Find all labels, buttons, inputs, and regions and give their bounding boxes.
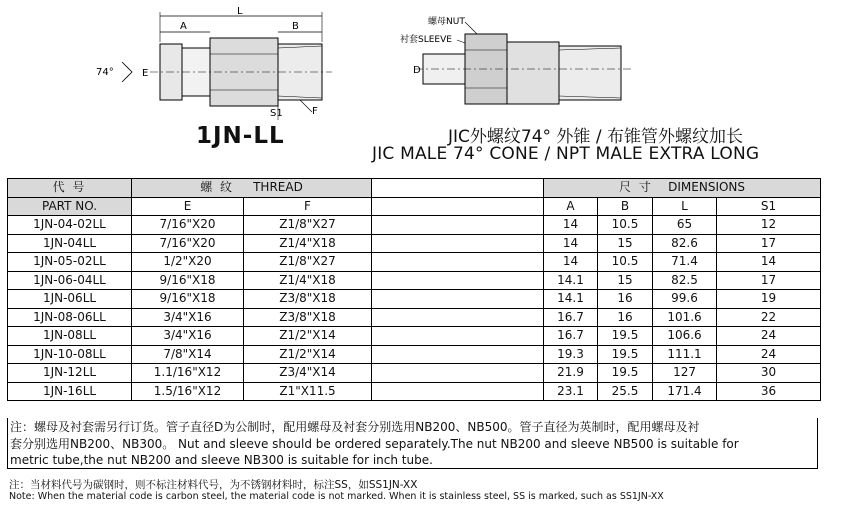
table-header-row-2 [8,197,821,216]
cell-part-no: 1JN-06-04LL [8,271,132,290]
cell-b: 15 [598,271,653,290]
dim-f-label: F [312,106,318,117]
dim-e-label: E [142,68,149,79]
dim-l-label: L [237,6,243,17]
dim-a-label: A [180,21,187,32]
cell-blank [372,364,544,383]
cell-e: 3/4"X16 [132,308,244,327]
cell-f: Z3/8"X18 [244,290,372,309]
cell-s1: 30 [717,364,821,383]
cell-blank [372,290,544,309]
cell-s1: 12 [717,216,821,235]
cell-s1: 24 [717,345,821,364]
cell-blank [372,234,544,253]
fitting-drawing-right [395,6,660,116]
table-row [8,216,821,235]
cell-e: 1.1/16"X12 [132,364,244,383]
cell-s1: 14 [717,253,821,272]
table-row [8,234,821,253]
cell-e: 3/4"X16 [132,327,244,346]
cell-l: 82.5 [653,271,717,290]
header-b: B [598,197,653,216]
cell-blank [372,327,544,346]
angle-label: 74° [96,67,114,78]
header-part-cn: 代 号 [8,179,132,198]
cell-a: 16.7 [544,327,598,346]
cell-b: 15 [598,234,653,253]
cell-e: 7/16"X20 [132,234,244,253]
cell-b: 16 [598,308,653,327]
cell-b: 19.5 [598,327,653,346]
cell-s1: 17 [717,271,821,290]
cell-a: 14 [544,234,598,253]
spec-table [7,178,821,401]
table-row [8,345,821,364]
cell-part-no: 1JN-06LL [8,290,132,309]
table-header-row-1 [8,179,821,198]
cell-l: 106.6 [653,327,717,346]
cell-part-no: 1JN-04LL [8,234,132,253]
title-english: JIC MALE 74° CONE / NPT MALE EXTRA LONG [372,144,760,164]
cell-blank [372,216,544,235]
title-chinese: JIC外螺纹74° 外锥 / 布锥管外螺纹加长 [448,127,743,147]
cell-e: 9/16"X18 [132,271,244,290]
cell-blank [372,345,544,364]
cell-part-no: 1JN-10-08LL [8,345,132,364]
header-thread: 螺 纹 THREAD [132,179,372,198]
cell-l: 82.6 [653,234,717,253]
cell-f: Z1/8"X27 [244,253,372,272]
cell-f: Z1/2"X14 [244,327,372,346]
cell-f: Z1"X11.5 [244,382,372,401]
cell-a: 19.3 [544,345,598,364]
cell-a: 21.9 [544,364,598,383]
cell-e: 9/16"X18 [132,290,244,309]
sleeve-label: 衬套SLEEVE [400,35,452,45]
cell-f: Z1/4"X18 [244,234,372,253]
header-part-en: PART NO. [8,197,132,216]
cell-f: Z1/4"X18 [244,271,372,290]
dim-b-label: B [292,21,299,32]
order-note-box [7,418,818,469]
table-row [8,253,821,272]
cell-l: 99.6 [653,290,717,309]
cell-f: Z1/2"X14 [244,345,372,364]
cell-part-no: 1JN-05-02LL [8,253,132,272]
material-note-cn: 注：当材料代号为碳钢时，则不标注材料代号，为不锈钢材料时，标注SS，如SS1JN-XX [9,479,418,491]
cell-part-no: 1JN-12LL [8,364,132,383]
table-row [8,327,821,346]
cell-a: 14.1 [544,290,598,309]
header-f: F [244,197,372,216]
header-a: A [544,197,598,216]
order-note-line-2: 套分别选用NB200、NB300。 Nut and sleeve should be ordered separately.The nut NB200 and sleeve NB500 is suitable for [10,436,739,451]
cell-f: Z1/8"X27 [244,216,372,235]
header-blank-2 [372,197,544,216]
cell-l: 71.4 [653,253,717,272]
cell-b: 19.5 [598,364,653,383]
cell-s1: 22 [717,308,821,327]
cell-f: Z3/8"X18 [244,308,372,327]
dim-d-label: D [413,65,421,76]
cell-part-no: 1JN-08LL [8,327,132,346]
cell-e: 1.5/16"X12 [132,382,244,401]
cell-blank [372,271,544,290]
header-dimensions: 尺 寸 DIMENSIONS [544,179,821,198]
cell-blank [372,308,544,327]
cell-l: 127 [653,364,717,383]
cell-e: 1/2"X20 [132,253,244,272]
header-blank [372,179,544,198]
cell-a: 14 [544,253,598,272]
order-note-line-3: metric tube,the nut NB200 and sleeve NB300 is suitable for inch tube. [10,453,433,467]
table-row [8,271,821,290]
cell-l: 111.1 [653,345,717,364]
cell-a: 16.7 [544,308,598,327]
header-l: L [653,197,717,216]
cell-b: 10.5 [598,216,653,235]
cell-blank [372,382,544,401]
cell-b: 25.5 [598,382,653,401]
nut-label: 螺母NUT [428,17,465,27]
cell-l: 171.4 [653,382,717,401]
cell-a: 14.1 [544,271,598,290]
cell-part-no: 1JN-16LL [8,382,132,401]
cell-a: 23.1 [544,382,598,401]
table-row [8,290,821,309]
cell-f: Z3/4"X14 [244,364,372,383]
header-e: E [132,197,244,216]
cell-e: 7/16"X20 [132,216,244,235]
cell-s1: 19 [717,290,821,309]
dim-s1-label: S1 [270,108,283,119]
part-code-title: 1JN-LL [196,123,285,149]
cell-b: 19.5 [598,345,653,364]
table-row [8,364,821,383]
cell-e: 7/8"X14 [132,345,244,364]
header-s1: S1 [717,197,821,216]
cell-s1: 36 [717,382,821,401]
cell-b: 10.5 [598,253,653,272]
material-note-en: Note: When the material code is carbon steel, the material code is not marked. When it is stainless steel, SS is marked, such as SS1JN-XX [9,491,664,502]
cell-b: 16 [598,290,653,309]
cell-l: 101.6 [653,308,717,327]
cell-s1: 17 [717,234,821,253]
cell-a: 14 [544,216,598,235]
order-note-line-1: 注：螺母及衬套需另行订货。管子直径D为公制时，配用螺母及衬套分别选用NB200、NB500。管子直径为英制时，配用螺母及衬 [10,420,700,434]
table-row [8,382,821,401]
fitting-drawing-left [96,2,340,130]
cell-part-no: 1JN-08-06LL [8,308,132,327]
table-row [8,308,821,327]
cell-part-no: 1JN-04-02LL [8,216,132,235]
cell-blank [372,253,544,272]
cell-s1: 24 [717,327,821,346]
cell-l: 65 [653,216,717,235]
